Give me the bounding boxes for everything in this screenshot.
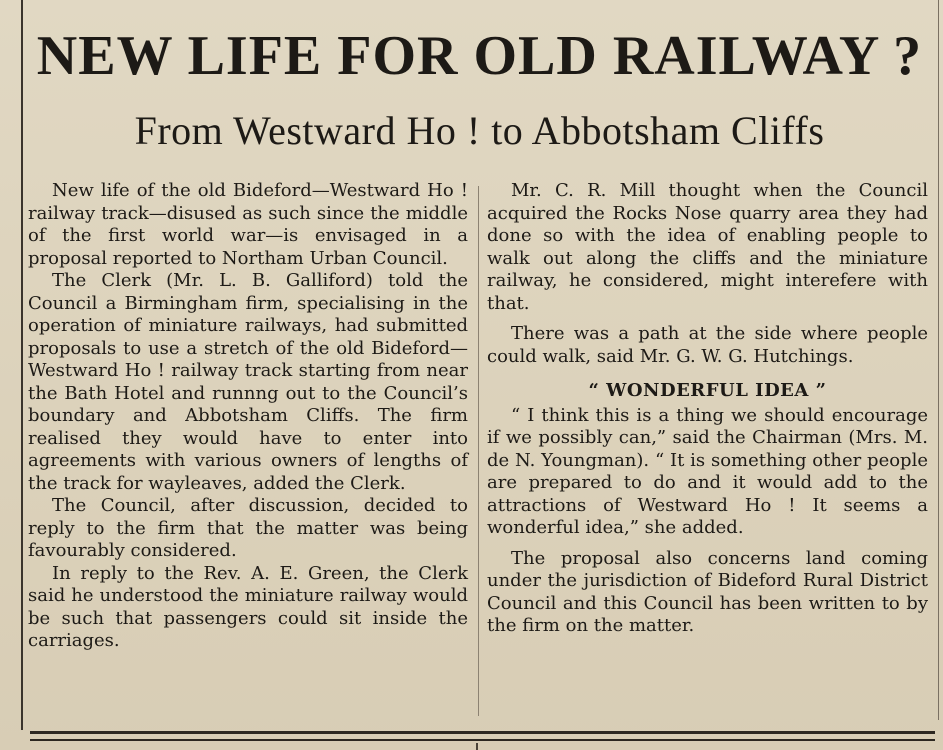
column-divider bbox=[478, 186, 479, 716]
column-tick bbox=[476, 743, 478, 750]
left-column bbox=[28, 180, 468, 653]
bottom-rule bbox=[30, 731, 935, 734]
subheadline: From Westward Ho ! to Abbotsham Cliffs bbox=[134, 108, 825, 153]
left-column-rule bbox=[21, 0, 23, 730]
paragraph: New life of the old Bideford—Westward Ho ! railway track—disused as such since the middle of the first world war—is envisaged in a proposal reported to Northam Urban Council. bbox=[28, 180, 468, 269]
paragraph: The Clerk (Mr. L. B. Galliford) told the Council a Birmingham firm, specialising in the operation of miniature railways, had submitted proposals to use a stretch of the old Bideford—Westward Ho ! railway track starting from near the Bath Hotel and runnng out to the Council’s boundary and Abbotsham Cliffs. The firm realised they would have to enter into agreements with various owners of lengths of the track for wayleaves, added the Clerk. bbox=[28, 270, 468, 494]
right-edge-rule bbox=[938, 0, 939, 720]
paragraph: “ I think this is a thing we should encourage if we possibly can,” said the Chairman (Mrs. M. de N. Youngman). “ It is something other people are prepared to do and it would add to the attractions of Westward Ho ! It seems a wonderful idea,” she added. bbox=[487, 404, 928, 538]
paragraph: In reply to the Rev. A. E. Green, the Clerk said he understood the miniature railway would be such that passengers could sit inside the carriages. bbox=[28, 562, 468, 651]
paragraph: The proposal also concerns land coming under the jurisdiction of Bideford Rural District Council and this Council has been written to by the firm on the matter. bbox=[487, 547, 928, 636]
section-heading: “ WONDERFUL IDEA ” bbox=[588, 380, 827, 401]
paragraph: The Council, after discussion, decided to reply to the firm that the matter was being favourably considered. bbox=[28, 495, 468, 561]
headline: NEW LIFE FOR OLD RAILWAY ? bbox=[36, 25, 923, 87]
right-column bbox=[487, 180, 928, 638]
paragraph: Mr. C. R. Mill thought when the Council acquired the Rocks Nose quarry area they had done so with the idea of enabling people to walk out along the cliffs and the miniature railway, he considered, might interefere with that. bbox=[487, 180, 928, 314]
bottom-rule bbox=[30, 739, 935, 741]
paragraph: There was a path at the side where people could walk, said Mr. G. W. G. Hutchings. bbox=[487, 323, 928, 367]
